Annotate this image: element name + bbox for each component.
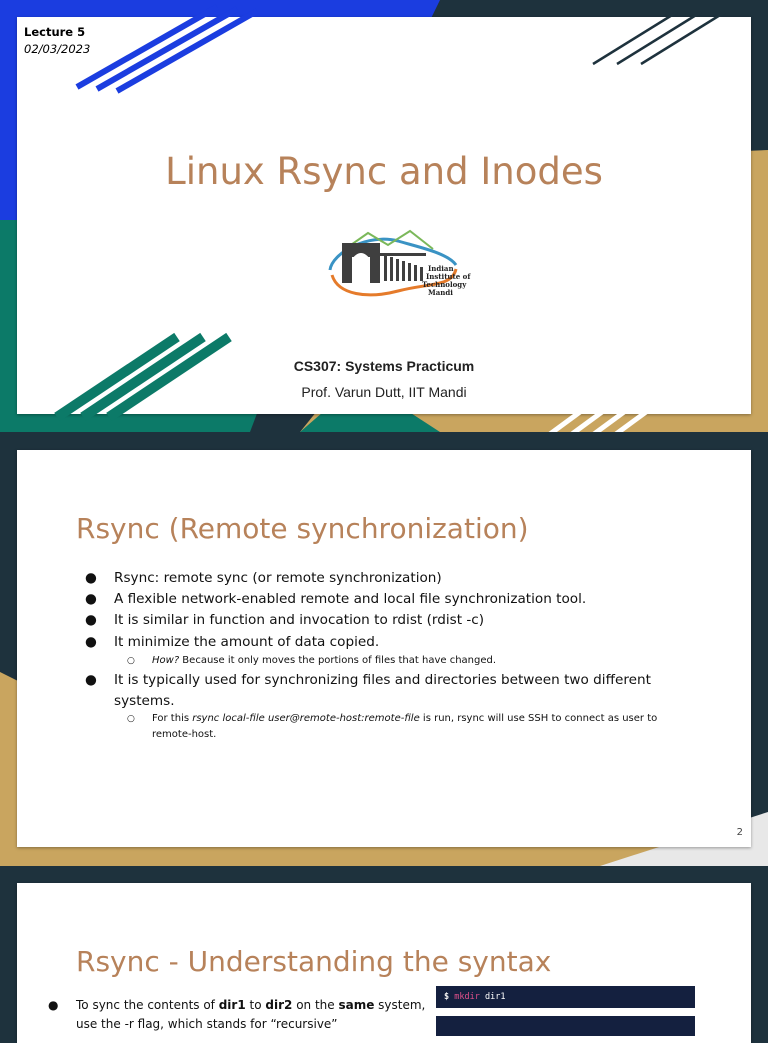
slide-2: [17, 450, 751, 847]
slide-1: [17, 17, 751, 414]
logo-text-4: Mandi: [428, 288, 453, 297]
list-item: ● To sync the contents of dir1 to dir2 on the same system, use the -r flag, which stands for “recursive”: [48, 998, 426, 1031]
slide-2-title: Rsync (Remote synchronization): [76, 512, 529, 545]
slide-3-title: Rsync - Understanding the syntax: [76, 945, 552, 978]
professor-name: Prof. Varun Dutt, IIT Mandi: [301, 384, 467, 400]
presentation-title: Linux Rsync and Inodes: [165, 150, 603, 193]
sub-list-item: ○ For this rsync local-file user@remote-host:remote-file is run, rsync will use SSH to connect as user to remote-host.: [127, 713, 658, 740]
iit-mandi-logo: [328, 225, 471, 311]
lecture-date: 02/03/2023: [24, 42, 91, 56]
slide-3: [17, 883, 751, 1043]
sub-list-item: ○ How? Because it only moves the portions of files that have changed.: [127, 655, 497, 666]
logo-text-2: Institute of: [426, 272, 471, 281]
course-title: CS307: Systems Practicum: [293, 358, 475, 374]
logo-text-1: Indian: [428, 264, 454, 273]
list-item: ● It is typically used for synchronizing files and directories between two different systems.: [85, 672, 651, 709]
slide-1-stripes: [17, 17, 751, 414]
list-item: ● Rsync: remote sync (or remote synchronization): [85, 570, 442, 586]
terminal-snippet-2: [436, 1016, 695, 1036]
lecture-label: Lecture 5: [24, 25, 86, 39]
list-item: ● A flexible network-enabled remote and local file synchronization tool.: [85, 591, 587, 607]
terminal-snippet: $ mkdir dir1: [436, 986, 695, 1008]
logo-text-3: Technology: [422, 280, 467, 289]
page-number: 2: [736, 827, 743, 838]
slide-1-white-stripes: [540, 412, 660, 432]
list-item: ● It is similar in function and invocation to rdist (rdist -c): [85, 612, 485, 628]
list-item: ● It minimize the amount of data copied.: [85, 634, 380, 650]
